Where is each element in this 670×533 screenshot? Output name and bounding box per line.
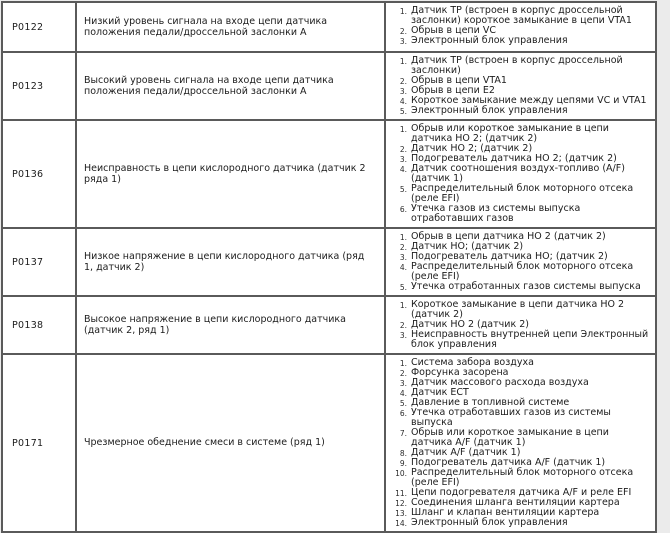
cause-item: Подогреватель датчика HO 2; (датчик 2) [411, 153, 617, 164]
cause-item: Датчик TP (встроен в корпус дроссельной заслонки) [411, 55, 623, 76]
cause-item: Подогреватель датчика A/F (датчик 1) [411, 457, 606, 468]
table-row [2, 2, 656, 52]
dtc-code: P0122 [2, 2, 76, 52]
cause-item: Датчик массового расхода воздуха [411, 377, 589, 388]
cause-item: Шланг и клапан вентиляции картера [411, 507, 600, 518]
cause-item: Обрыв в цепи E2 [411, 85, 495, 96]
causes-list [394, 300, 651, 350]
cause-item: Электронный блок управления [411, 35, 568, 46]
cause-item: Датчик соотношения воздух-топливо (A/F) (датчик 1) [411, 163, 625, 184]
dtc-description: Неисправность в цепи кислородного датчика (датчик 2 ряда 1) [76, 120, 385, 228]
causes-list [394, 56, 651, 116]
cause-item: Датчик HO; (датчик 2) [411, 241, 524, 252]
cause-item: Обрыв в цепи VTA1 [411, 75, 507, 86]
causes-list [394, 358, 651, 528]
cause-item: Короткое замыкание между цепями VC и VTA1 [411, 95, 647, 106]
cause-item: Давление в топливной системе [411, 397, 570, 408]
dtc-causes-cell [385, 52, 656, 120]
table-row [2, 52, 656, 120]
dtc-description: Высокий уровень сигнала на входе цепи датчика положения педали/дроссельной заслонки A [76, 52, 385, 120]
cause-item: Соединения шланга вентиляции картера [411, 497, 620, 508]
cause-item: Утечка газов из системы выпуска отработавших газов [411, 203, 581, 224]
dtc-causes-cell [385, 120, 656, 228]
dtc-causes-cell [385, 354, 656, 532]
dtc-description: Низкое напряжение в цепи кислородного датчика (ряд 1, датчик 2) [76, 228, 385, 296]
table-row [2, 228, 656, 296]
cause-item: Утечка отработавших газов из системы выпуска [411, 407, 611, 428]
dtc-causes-cell [385, 228, 656, 296]
cause-item: Датчик HO 2 (датчик 2) [411, 319, 529, 330]
cause-item: Датчик TP (встроен в корпус дроссельной заслонки) короткое замыкание в цепи VTA1 [411, 5, 632, 26]
dtc-code: P0171 [2, 354, 76, 532]
table-row [2, 296, 656, 354]
dtc-causes-cell [385, 296, 656, 354]
cause-item: Обрыв в цепи датчика HO 2 (датчик 2) [411, 231, 606, 242]
dtc-code: P0123 [2, 52, 76, 120]
cause-item: Цепи подогревателя датчика A/F и реле EFI [411, 487, 632, 498]
dtc-code: P0138 [2, 296, 76, 354]
cause-item: Система забора воздуха [411, 357, 534, 368]
causes-list [394, 124, 651, 224]
dtc-code: P0136 [2, 120, 76, 228]
cause-item: Неисправность внутренней цепи Электронный блок управления [411, 329, 649, 350]
dtc-description: Высокое напряжение в цепи кислородного датчика (датчик 2, ряд 1) [76, 296, 385, 354]
cause-item: Распределительный блок моторного отсека (реле EFI) [411, 261, 634, 282]
cause-item: Короткое замыкание в цепи датчика HO 2 (датчик 2) [411, 299, 625, 320]
cause-item: Датчик A/F (датчик 1) [411, 447, 521, 458]
cause-item: Подогреватель датчика HO; (датчик 2) [411, 251, 608, 262]
cause-item: Электронный блок управления [411, 517, 568, 528]
table-row [2, 354, 656, 532]
table-row [2, 120, 656, 228]
cause-item: Распределительный блок моторного отсека (реле EFI) [411, 467, 634, 488]
causes-list [394, 6, 651, 46]
cause-item: Электронный блок управления [411, 105, 568, 116]
cause-item: Обрыв в цепи VC [411, 25, 496, 36]
cause-item: Форсунка засорена [411, 367, 509, 378]
dtc-description: Низкий уровень сигнала на входе цепи датчика положения педали/дроссельной заслонки A [76, 2, 385, 52]
cause-item: Распределительный блок моторного отсека (реле EFI) [411, 183, 634, 204]
cause-item: Обрыв или короткое замыкание в цепи датчика A/F (датчик 1) [411, 427, 609, 448]
dtc-description: Чрезмерное обеднение смеси в системе (ряд 1) [76, 354, 385, 532]
cause-item: Обрыв или короткое замыкание в цепи датчика HO 2; (датчик 2) [411, 123, 609, 144]
dtc-causes-cell [385, 2, 656, 52]
dtc-code: P0137 [2, 228, 76, 296]
causes-list [394, 232, 651, 292]
dtc-table [1, 1, 657, 533]
cause-item: Утечка отработанных газов системы выпуска [411, 281, 641, 292]
cause-item: Датчик HO 2; (датчик 2) [411, 143, 533, 154]
cause-item: Датчик ECT [411, 387, 469, 398]
